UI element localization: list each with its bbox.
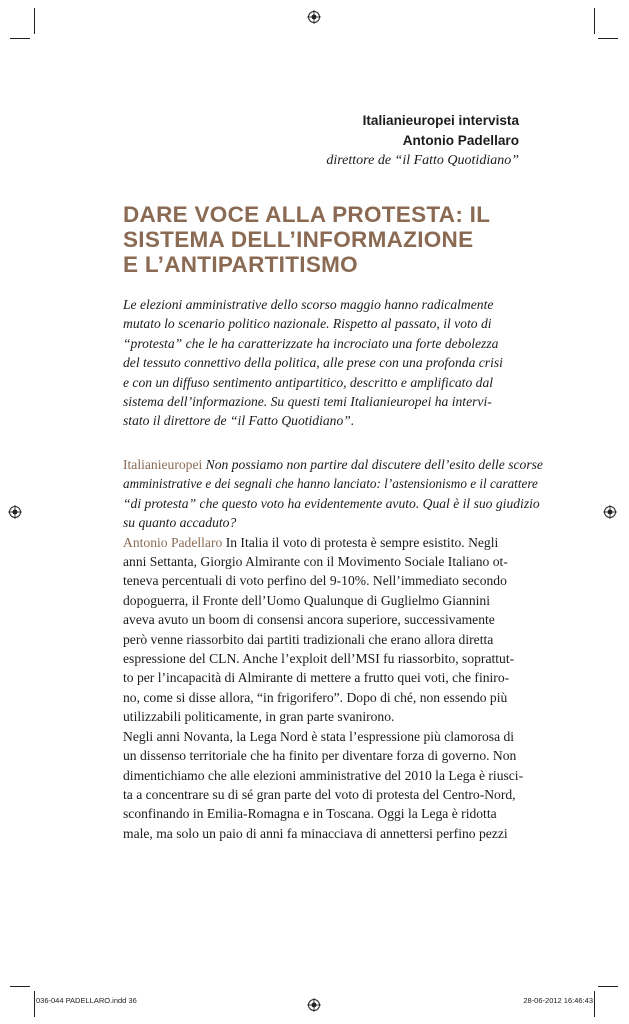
lead-line: sistema dell’informazione. Su questi temi Italianieuropei ha intervi- xyxy=(123,394,492,410)
answer-line: sconfinando in Emilia-Romagna e in Toscana. Oggi la Lega è ridotta xyxy=(123,806,497,822)
answer-line: dopoguerra, il Fronte dell’Uomo Qualunque di Guglielmo Giannini xyxy=(123,592,490,608)
question-speaker: Italianieuropei xyxy=(123,457,203,472)
answer-line: teneva percentuali di voto perfino del 9-10%. Nell’immediato secondo xyxy=(123,573,507,589)
answer-speaker: Antonio Padellaro xyxy=(123,534,223,550)
title-line: SISTEMA DELL’INFORMAZIONE xyxy=(123,227,474,252)
header-line-2: Antonio Padellaro xyxy=(402,133,519,148)
crop-mark-bottom-left xyxy=(34,991,35,1017)
answer-line: utilizzabili politicamente, in gran parte svanirono. xyxy=(123,709,395,725)
crop-mark-bottom-right-h xyxy=(598,986,618,987)
interview-body xyxy=(123,455,543,843)
crop-mark-top-right xyxy=(594,8,595,34)
crop-mark-bottom-left-h xyxy=(10,986,30,987)
lead-line: del tessuto connettivo della politica, alle prese con una profonda crisi xyxy=(123,355,503,371)
header-line-3: direttore de “il Fatto Quotidiano” xyxy=(326,153,519,168)
question-first-line xyxy=(123,455,543,474)
lead-line: e con un diffuso sentimento antipartitico, descritto e amplificato dal xyxy=(123,374,494,390)
footer-file-slug: 036-044 PADELLARO.indd 36 xyxy=(36,996,137,1005)
lead-line: stato il direttore de “il Fatto Quotidiano”. xyxy=(123,413,355,429)
answer-line: aveva avuto un boom di consensi ancora superiore, successivamente xyxy=(123,612,495,628)
lead-line: Le elezioni amministrative dello scorso maggio hanno radicalmente xyxy=(123,297,494,312)
answer-line: un dissenso territoriale che ha finito per diventare forza di governo. Non xyxy=(123,748,517,764)
interview-header xyxy=(326,111,519,171)
answer-line: espressione del CLN. Anche l’exploit dell’MSI fu riassorbito, soprattut- xyxy=(123,651,515,667)
title-line: DARE VOCE ALLA PROTESTA: IL xyxy=(123,202,491,227)
lead-line: mutato lo scenario politico nazionale. Rispetto al passato, il voto di xyxy=(123,316,492,332)
crop-mark-bottom-right xyxy=(594,991,595,1017)
article-title xyxy=(123,202,523,277)
registration-mark-icon xyxy=(307,998,321,1012)
question-line: amministrative e dei segnali che hanno lanciato: l’astensionismo e il carattere xyxy=(123,476,538,492)
registration-mark-icon xyxy=(8,505,22,519)
footer-timestamp: 28-06-2012 16:46:43 xyxy=(523,996,593,1005)
answer-first-line xyxy=(123,533,508,552)
answer-line: In Italia il voto di protesta è sempre esistito. Negli xyxy=(225,534,499,550)
question-line: Non possiamo non partire dal discutere dell’esito delle scorse xyxy=(205,457,543,472)
title-line: E L’ANTIPARTITISMO xyxy=(123,252,358,277)
answer-line: Negli anni Novanta, la Lega Nord è stata l’espressione più clamorosa di xyxy=(123,728,515,744)
lead-paragraph xyxy=(123,295,508,431)
registration-mark-icon xyxy=(307,10,321,24)
answer-line: no, come si disse allora, “in frigorifero”. Dopo di ché, non essendo più xyxy=(123,689,508,705)
crop-mark-top-left-h xyxy=(10,38,30,39)
answer-line: anni Settanta, Giorgio Almirante con il Movimento Sociale Italiano ot- xyxy=(123,554,508,570)
header-line-1: Italianieuropei intervista xyxy=(362,113,519,128)
crop-mark-top-right-h xyxy=(598,38,618,39)
answer-line: male, ma solo un paio di anni fa minacciava di annettersi perfino pezzi xyxy=(123,825,508,841)
registration-mark-icon xyxy=(603,505,617,519)
question-line: su quanto accaduto? xyxy=(123,515,237,531)
answer-line: però venne riassorbito dai partiti tradizionali che erano allora diretta xyxy=(123,631,494,647)
lead-line: “protesta” che le ha caratterizzate ha incrociato una forte debolezza xyxy=(123,335,499,351)
answer-line: to per l’incapacità di Almirante di mettere a frutto quei voti, che finiro- xyxy=(123,670,510,686)
answer-line: dimentichiamo che alle elezioni amministrative del 2010 la Lega è riusci- xyxy=(123,767,524,783)
crop-mark-top-left xyxy=(34,8,35,34)
answer-line: ta a concentrare su di sé gran parte del voto di protesta del Centro-Nord, xyxy=(123,786,516,802)
question-line: “di protesta” che questo voto ha evidentemente avuto. Qual è il suo giudizio xyxy=(123,495,540,511)
